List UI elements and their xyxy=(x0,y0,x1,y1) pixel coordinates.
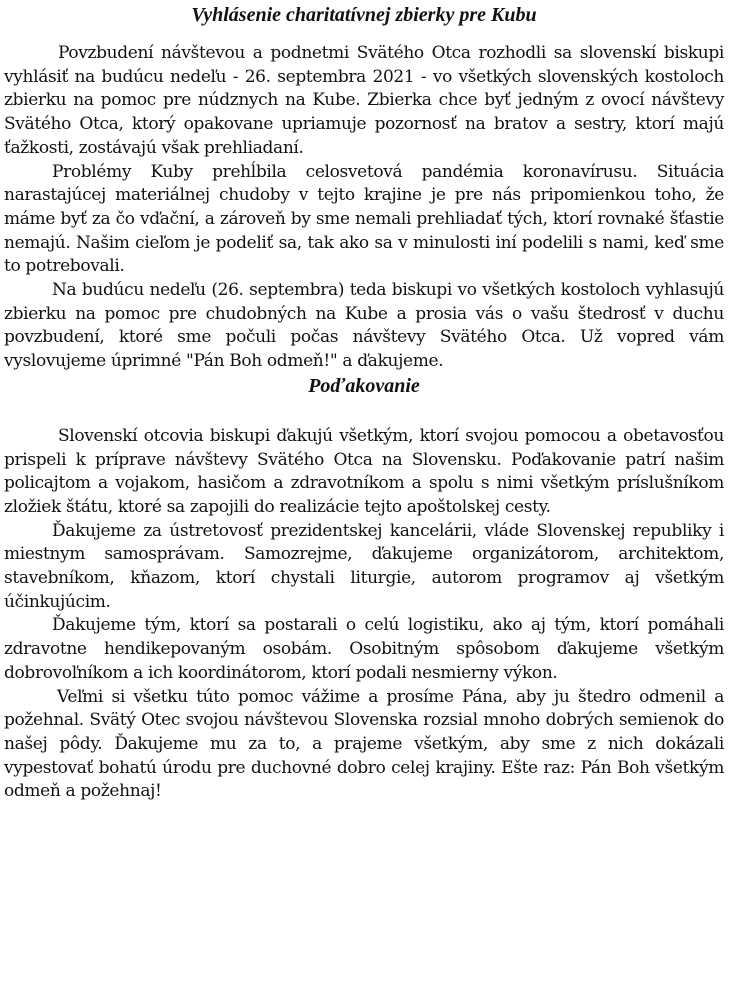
section-title-charity: Vyhlásenie charitatívnej zbierky pre Kubu xyxy=(191,4,537,26)
paragraph: Veľmi si všetku túto pomoc vážime a prosíme Pána, aby ju štedro odmenil a požehnal. Svätý Otec svojou návštevou Slovenska rozsial mnoho dobrých semienok do našej pôdy. Ďakujeme mu za to, a prajeme všetkým, aby sme z nich dokázali vypestovať bohatú úrodu pre duchovné dobro celej krajiny. Ešte raz: Pán Boh všetkým odmeň a požehnaj! xyxy=(4,686,724,802)
paragraph: Povzbudení návštevou a podnetmi Svätého Otca rozhodli sa slovenskí biskupi vyhlásiť na budúcu nedeľu - 26. septembra 2021 - vo všetkých slovenských kostoloch zbierku na pomoc pre núdznych na Kube. Zbierka chce byť jedným z ovocí návštevy Svätého Otca, ktorý opakovane upriamuje pozornosť na bratov a sestry, ktorí majú ťažkosti, zostávajú však prehliadaní. xyxy=(4,43,724,158)
document-page xyxy=(4,0,724,804)
section-title-thanks: Poďakovanie xyxy=(308,374,420,397)
paragraph: Problémy Kuby prehĺbila celosvetová pandémia koronavírusu. Situácia narastajúcej materiálnej chudoby v tejto krajine je pre nás pripomienkou toho, že máme byť za čo vďační, a zároveň by sme nemali prehliadať tých, ktorí rovnaké šťastie nemajú. Našim cieľom je podeliť sa, tak ako sa v minulosti iní podelili s nami, keď sme to potrebovali. xyxy=(4,161,724,277)
section-charity-body xyxy=(4,42,724,374)
paragraph: Na budúcu nedeľu (26. septembra) teda biskupi vo všetkých kostoloch vyhlasujú zbierku na pomoc pre chudobných na Kube a prosia vás o vašu štedrosť v duchu povzbudení, ktoré sme počuli počas návštevy Svätého Otca. Už vopred vám vyslovujeme úprimné "Pán Boh odmeň!" a ďakujeme. xyxy=(4,280,724,372)
paragraph: Ďakujeme za ústretovosť prezidentskej kancelárii, vláde Slovenskej republiky i miestnym samosprávam. Samozrejme, ďakujeme organizátorom, architektom, stavebníkom, kňazom, ktorí chystali liturgie, autorom programov aj všetkým účinkujúcim. xyxy=(4,520,724,612)
paragraph: Ďakujeme tým, ktorí sa postarali o celú logistiku, ako aj tým, ktorí pomáhali zdravotne hendikepovaným osobám. Osobitným spôsobom ďakujeme všetkým dobrovoľníkom a ich koordinátorom, ktorí podali nesmierny výkon. xyxy=(4,615,724,683)
paragraph: Slovenskí otcovia biskupi ďakujú všetkým, ktorí svojou pomocou a obetavosťou prispeli k príprave návštevy Svätého Otca na Slovensku. Poďakovanie patrí našim policajtom a vojakom, hasičom a zdravotníkom a spolu s nimi všetkým príslušníkom zložiek štátu, ktoré sa zapojili do realizácie tejto apoštolskej cesty. xyxy=(4,425,724,517)
section-thanks-body xyxy=(4,425,724,804)
